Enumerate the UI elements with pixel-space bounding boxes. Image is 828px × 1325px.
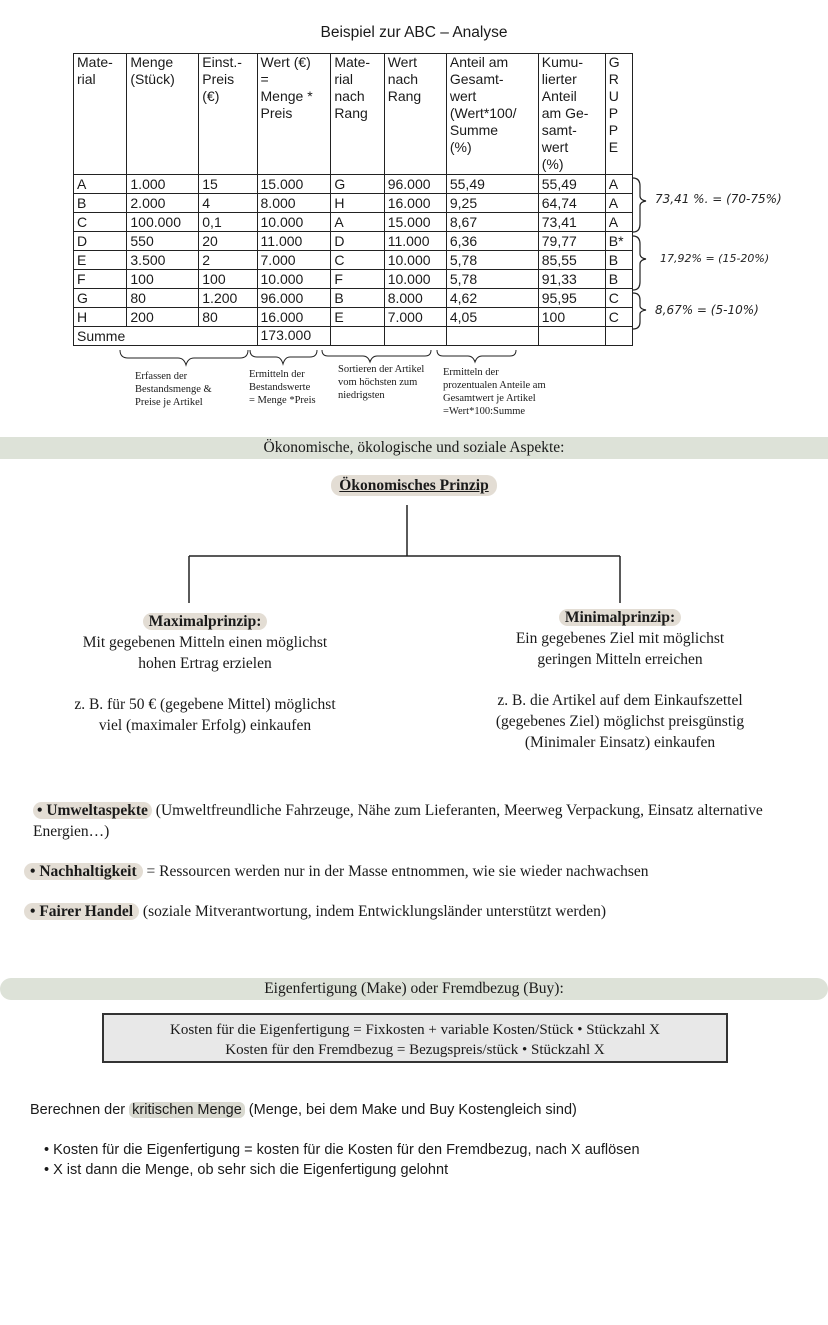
brace-under-1 bbox=[120, 350, 248, 365]
table-cell: 4,62 bbox=[446, 289, 538, 308]
table-header-cell: Menge (Stück) bbox=[127, 54, 199, 175]
table-cell: H bbox=[74, 308, 127, 327]
table-cell: 6,36 bbox=[446, 232, 538, 251]
makebuy-list bbox=[30, 1140, 640, 1180]
table-cell: A bbox=[605, 194, 632, 213]
bullet-umwelt-text: (Umweltfreundliche Fahrzeuge, Nähe zum Lieferanten, Meerweg Verpackung, Einsatz alternative Energien…) bbox=[33, 802, 763, 840]
bullet-fairer-handel bbox=[24, 901, 814, 922]
aspects-banner: Ökonomische, ökologische und soziale Aspekte: bbox=[0, 437, 828, 459]
table-cell: G bbox=[331, 175, 384, 194]
crit-highlight: kritischen Menge bbox=[129, 1102, 245, 1118]
brace-under-4 bbox=[437, 350, 516, 362]
table-cell: 96.000 bbox=[384, 175, 446, 194]
bullet-fairer-handel-label: • Fairer Handel bbox=[24, 903, 139, 920]
table-cell: C bbox=[605, 289, 632, 308]
side-note-c: 8,67% = (5-10%) bbox=[655, 303, 759, 317]
table-cell: 2 bbox=[199, 251, 257, 270]
bullet-nachhaltigkeit-label: • Nachhaltigkeit bbox=[24, 863, 143, 880]
brace-under-2 bbox=[250, 350, 317, 364]
table-cell: 20 bbox=[199, 232, 257, 251]
table-header-cell: Mate- rial nach Rang bbox=[331, 54, 384, 175]
table-cell: 96.000 bbox=[257, 289, 331, 308]
table-cell: 91,33 bbox=[538, 270, 605, 289]
bullet-fairer-handel-text: (soziale Mitverantwortung, indem Entwicklungsländer unterstützt werden) bbox=[139, 903, 607, 920]
table-cell: 80 bbox=[127, 289, 199, 308]
table-cell: D bbox=[74, 232, 127, 251]
brace-right-c bbox=[633, 293, 646, 329]
table-cell: 15 bbox=[199, 175, 257, 194]
table-cell: C bbox=[331, 251, 384, 270]
max-title: Maximalprinzip: bbox=[143, 613, 268, 630]
table-header-cell: Einst.- Preis (€) bbox=[199, 54, 257, 175]
note-anteile: Ermitteln der prozentualen Anteile am Gesamtwert je Artikel =Wert*100:Summe bbox=[443, 367, 546, 417]
table-cell: 4 bbox=[199, 194, 257, 213]
table-cell: 55,49 bbox=[538, 175, 605, 194]
list-item: • X ist dann die Menge, ob sehr sich die Eigenfertigung gelohnt bbox=[44, 1162, 449, 1178]
table-cell: 10.000 bbox=[257, 270, 331, 289]
table-cell: F bbox=[74, 270, 127, 289]
table-cell: 5,78 bbox=[446, 251, 538, 270]
sum-value: 173.000 bbox=[257, 327, 331, 346]
table-cell: 8.000 bbox=[257, 194, 331, 213]
table-cell: 8.000 bbox=[384, 289, 446, 308]
min-block bbox=[440, 607, 800, 753]
table-cell: 550 bbox=[127, 232, 199, 251]
table-cell: A bbox=[605, 175, 632, 194]
table-cell: 73,41 bbox=[538, 213, 605, 232]
table-cell: 15.000 bbox=[257, 175, 331, 194]
table-cell: 16.000 bbox=[384, 194, 446, 213]
table-cell: E bbox=[331, 308, 384, 327]
table-cell: B bbox=[74, 194, 127, 213]
crit-post: (Menge, bei dem Make und Buy Kostengleich sind) bbox=[244, 1102, 577, 1118]
table-cell: 1.200 bbox=[199, 289, 257, 308]
table-cell: 11.000 bbox=[257, 232, 331, 251]
table-cell: 200 bbox=[127, 308, 199, 327]
side-note-b: 17,92% = (15-20%) bbox=[660, 252, 770, 265]
table-cell: 64,74 bbox=[538, 194, 605, 213]
note-erfassen: Erfassen der Bestandsmenge & Preise je Artikel bbox=[135, 371, 212, 408]
note-bestandswerte: Ermitteln der Bestandswerte = Menge *Preis bbox=[249, 369, 316, 406]
table-cell: 5,78 bbox=[446, 270, 538, 289]
critical-quantity-line bbox=[30, 1100, 577, 1120]
principle-title-wrap bbox=[0, 477, 828, 495]
table-cell: B bbox=[605, 251, 632, 270]
table-header-cell: Kumu- lierter Anteil am Ge- samt- wert (%) bbox=[538, 54, 605, 175]
table-cell: 85,55 bbox=[538, 251, 605, 270]
sum-label: Summe bbox=[74, 327, 258, 346]
table-cell: A bbox=[74, 175, 127, 194]
table-cell: F bbox=[331, 270, 384, 289]
table-cell: 3.500 bbox=[127, 251, 199, 270]
abc-title: Beispiel zur ABC – Analyse bbox=[320, 24, 508, 41]
table-cell: C bbox=[74, 213, 127, 232]
table-cell: 55,49 bbox=[446, 175, 538, 194]
table-cell: 7.000 bbox=[384, 308, 446, 327]
side-note-a: 73,41 %. = (70-75%) bbox=[655, 192, 782, 206]
formula-box bbox=[102, 1013, 728, 1063]
table-cell: 0,1 bbox=[199, 213, 257, 232]
table-cell: 80 bbox=[199, 308, 257, 327]
table-header-cell: Wert nach Rang bbox=[384, 54, 446, 175]
table-cell: 100 bbox=[199, 270, 257, 289]
table-cell: 9,25 bbox=[446, 194, 538, 213]
table-cell: 8,67 bbox=[446, 213, 538, 232]
max-desc: Mit gegebenen Mitteln einen möglichst hohen Ertrag erzielen bbox=[82, 634, 328, 672]
bullet-umwelt-label: • Umweltaspekte bbox=[33, 802, 152, 819]
max-block bbox=[20, 611, 390, 736]
bullet-nachhaltigkeit bbox=[24, 861, 814, 882]
table-cell: D bbox=[331, 232, 384, 251]
max-example: z. B. für 50 € (gegebene Mittel) möglichst viel (maximaler Erfolg) einkaufen bbox=[74, 696, 336, 734]
min-example: z. B. die Artikel auf dem Einkaufszettel (gegebenes Ziel) möglichst preisgünstig (Minimaler Einsatz) einkaufen bbox=[495, 692, 745, 751]
bullet-umwelt bbox=[33, 800, 803, 842]
table-cell: A bbox=[331, 213, 384, 232]
formula-eigenfertigung: Kosten für die Eigenfertigung = Fixkosten + variable Kosten/Stück • Stückzahl X bbox=[170, 1022, 660, 1038]
table-cell: A bbox=[605, 213, 632, 232]
table-header-cell: Anteil am Gesamt- wert (Wert*100/ Summe (%) bbox=[446, 54, 538, 175]
table-cell: 16.000 bbox=[257, 308, 331, 327]
table-cell: 100 bbox=[127, 270, 199, 289]
table-cell: B* bbox=[605, 232, 632, 251]
table-cell: 11.000 bbox=[384, 232, 446, 251]
brace-right-b bbox=[633, 236, 646, 290]
brace-right-a bbox=[633, 178, 646, 232]
table-cell: G bbox=[74, 289, 127, 308]
bullet-nachhaltigkeit-text: = Ressourcen werden nur in der Masse entnommen, wie sie wieder nachwachsen bbox=[142, 863, 649, 880]
table-cell: 2.000 bbox=[127, 194, 199, 213]
table-cell: 7.000 bbox=[257, 251, 331, 270]
principle-title: Ökonomisches Prinzip bbox=[331, 475, 496, 496]
table-cell: 10.000 bbox=[257, 213, 331, 232]
table-cell: H bbox=[331, 194, 384, 213]
brace-under-3 bbox=[322, 350, 431, 362]
table-cell: 4,05 bbox=[446, 308, 538, 327]
table-cell: 79,77 bbox=[538, 232, 605, 251]
table-cell: 100 bbox=[538, 308, 605, 327]
table-cell: B bbox=[605, 270, 632, 289]
table-cell: C bbox=[605, 308, 632, 327]
table-cell: 10.000 bbox=[384, 270, 446, 289]
table-cell: E bbox=[74, 251, 127, 270]
crit-pre: Berechnen der bbox=[30, 1102, 130, 1118]
table-cell: 10.000 bbox=[384, 251, 446, 270]
table-cell: 1.000 bbox=[127, 175, 199, 194]
makebuy-banner: Eigenfertigung (Make) oder Fremdbezug (Buy): bbox=[0, 978, 828, 1000]
table-cell: B bbox=[331, 289, 384, 308]
table-header-cell: Mate- rial bbox=[74, 54, 127, 175]
table-cell: 95,95 bbox=[538, 289, 605, 308]
min-title: Minimalprinzip: bbox=[559, 609, 681, 626]
table-cell: 100.000 bbox=[127, 213, 199, 232]
table-cell: 15.000 bbox=[384, 213, 446, 232]
formula-fremdbezug: Kosten für den Fremdbezug = Bezugspreis/stück • Stückzahl X bbox=[225, 1042, 605, 1058]
min-desc: Ein gegebenes Ziel mit möglichst geringen Mitteln erreichen bbox=[515, 630, 725, 668]
table-header-cell: G R U P P E bbox=[605, 54, 632, 175]
note-sortieren: Sortieren der Artikel vom höchsten zum niedrigsten bbox=[338, 364, 425, 401]
list-item: • Kosten für die Eigenfertigung = kosten für die Kosten für den Fremdbezug, nach X auflösen bbox=[44, 1142, 640, 1158]
table-header-cell: Wert (€) = Menge * Preis bbox=[257, 54, 331, 175]
